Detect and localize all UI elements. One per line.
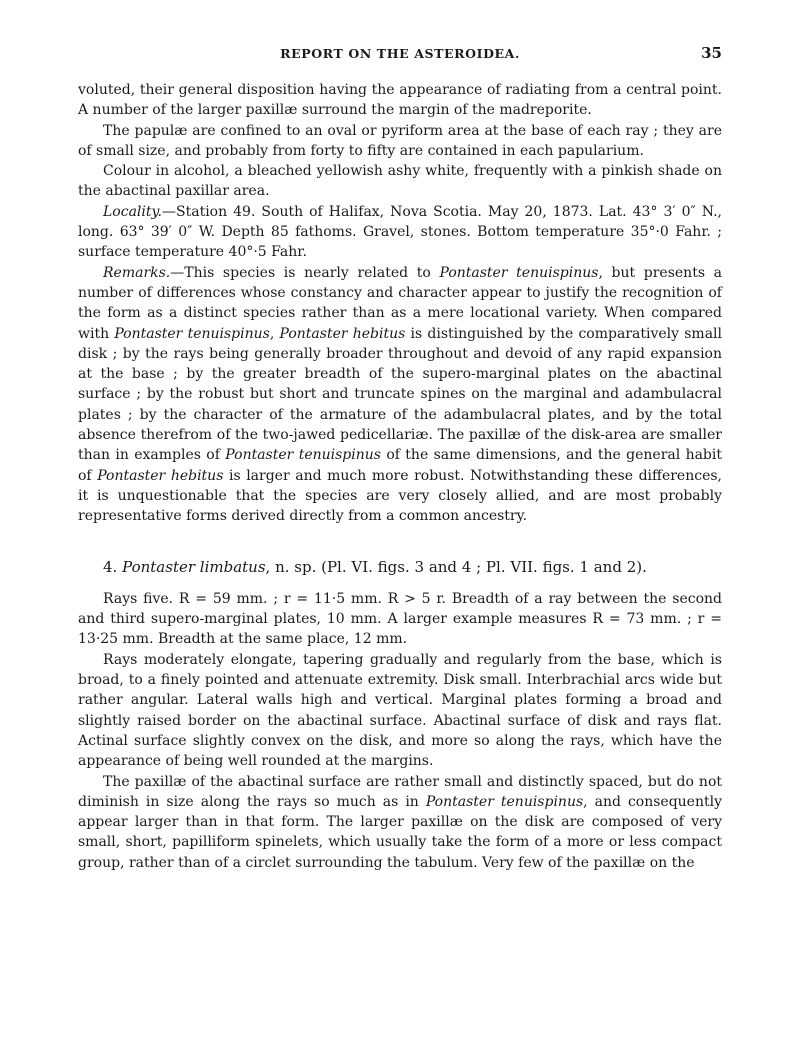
measurements-paragraph: Rays five. R = 59 mm. ; r = 11·5 mm. R > 5 r. Breadth of a ray between the second and third supero-marginal plates, 10 mm. A larger example measures R = 73 mm. ; r = 13·25 mm. Breadth at the same place, 12 mm. <box>78 590 722 648</box>
locality-paragraph <box>78 202 722 263</box>
locality-label: Locality. <box>103 203 162 220</box>
running-header: REPORT ON THE ASTEROIDEA. <box>280 46 520 61</box>
species-plate-reference: , n. sp. (Pl. VI. figs. 3 and 4 ; Pl. VII. figs. 1 and 2). <box>265 557 647 576</box>
species-name: Pontaster tenuispinus <box>225 447 381 464</box>
text-run: —This species is nearly related to <box>170 264 440 281</box>
page-number: 35 <box>701 44 722 62</box>
species-number: 4. <box>103 557 123 576</box>
species-name: Pontaster limbatus <box>122 557 266 576</box>
text-run: The paxillæ of the abactinal surface are rather small and distinctly spaced, but do not diminish in size along the rays so much as in <box>78 773 722 810</box>
text-run: , but presents a number of differences whose constancy and character appear to justify the recognition of the form as a distinct species rather than as a mere locational variety. When compared with <box>78 264 722 342</box>
paxillae-paragraph <box>78 772 722 873</box>
paragraph: Rays moderately elongate, tapering gradually and regularly from the base, which is broad, to a finely pointed and attenuate extremity. Disk small. Interbrachial arcs wide but rather angular. Lateral walls high and vertical. Marginal plates forming a broad and slightly raised border on the abactinal surface. Abactinal surface of disk and rays flat. Actinal surface slightly convex on the disk, and more so along the rays, which have the appearance of being well rounded at the margins. <box>78 651 722 770</box>
paragraph: Colour in alcohol, a bleached yellowish ashy white, frequently with a pinkish shade on the abactinal paxillar area. <box>78 163 722 200</box>
species-name: Pontaster tenuispinus <box>439 264 599 281</box>
text-run: of the same dimensions, and the general habit of <box>78 447 722 484</box>
text-run: is larger and much more robust. Notwithstanding these differences, it is unquestionable that the species are very closely allied, and are most probably representative forms derived directly from a common ancestry. <box>78 467 722 525</box>
species-name: Pontaster tenuispinus <box>114 325 270 342</box>
species-name: Pontaster hebitus <box>279 325 406 342</box>
species-name: Pontaster hebitus <box>97 467 224 484</box>
body-text <box>78 80 722 873</box>
text-run: , and consequently appear larger than in that form. The larger paxillæ on the disk are composed of very small, short, papilliform spinelets, which usually take the form of a more or less compact group, rather than of a circlet surrounding the tabulum. Very few of the paxillæ on the <box>78 793 722 871</box>
locality-text: —Station 49. South of Halifax, Nova Scotia. May 20, 1873. Lat. 43° 3′ 0″ N., long. 63° 39′ 0″ W. Depth 85 fathoms. Gravel, stones. Bottom temperature 35°·0 Fahr. ; surface temperature 40°·5 Fahr. <box>78 203 722 261</box>
text-run: is distinguished by the comparatively small disk ; by the rays being generally broader throughout and devoid of any rapid expansion at the base ; by the greater breadth of the supero-marginal plates on the abactinal surface ; by the robust but short and truncate spines on the marginal and adambulacral plates ; by the character of the armature of the adambulacral plates, and by the total absence therefrom of the two-jawed pedicellariæ. The paxillæ of the disk-area are smaller than in examples of <box>78 325 723 464</box>
paragraph: The papulæ are confined to an oval or pyriform area at the base of each ray ; they are of small size, and probably from forty to fifty are contained in each papularium. <box>78 122 722 159</box>
species-heading <box>103 557 722 577</box>
remarks-paragraph <box>78 263 722 527</box>
text-run: , <box>269 325 280 342</box>
paragraph: voluted, their general disposition having the appearance of radiating from a central point. A number of the larger paxillæ surround the margin of the madreporite. <box>78 82 722 119</box>
remarks-label: Remarks. <box>103 264 171 281</box>
species-name: Pontaster tenuispinus <box>425 793 584 810</box>
